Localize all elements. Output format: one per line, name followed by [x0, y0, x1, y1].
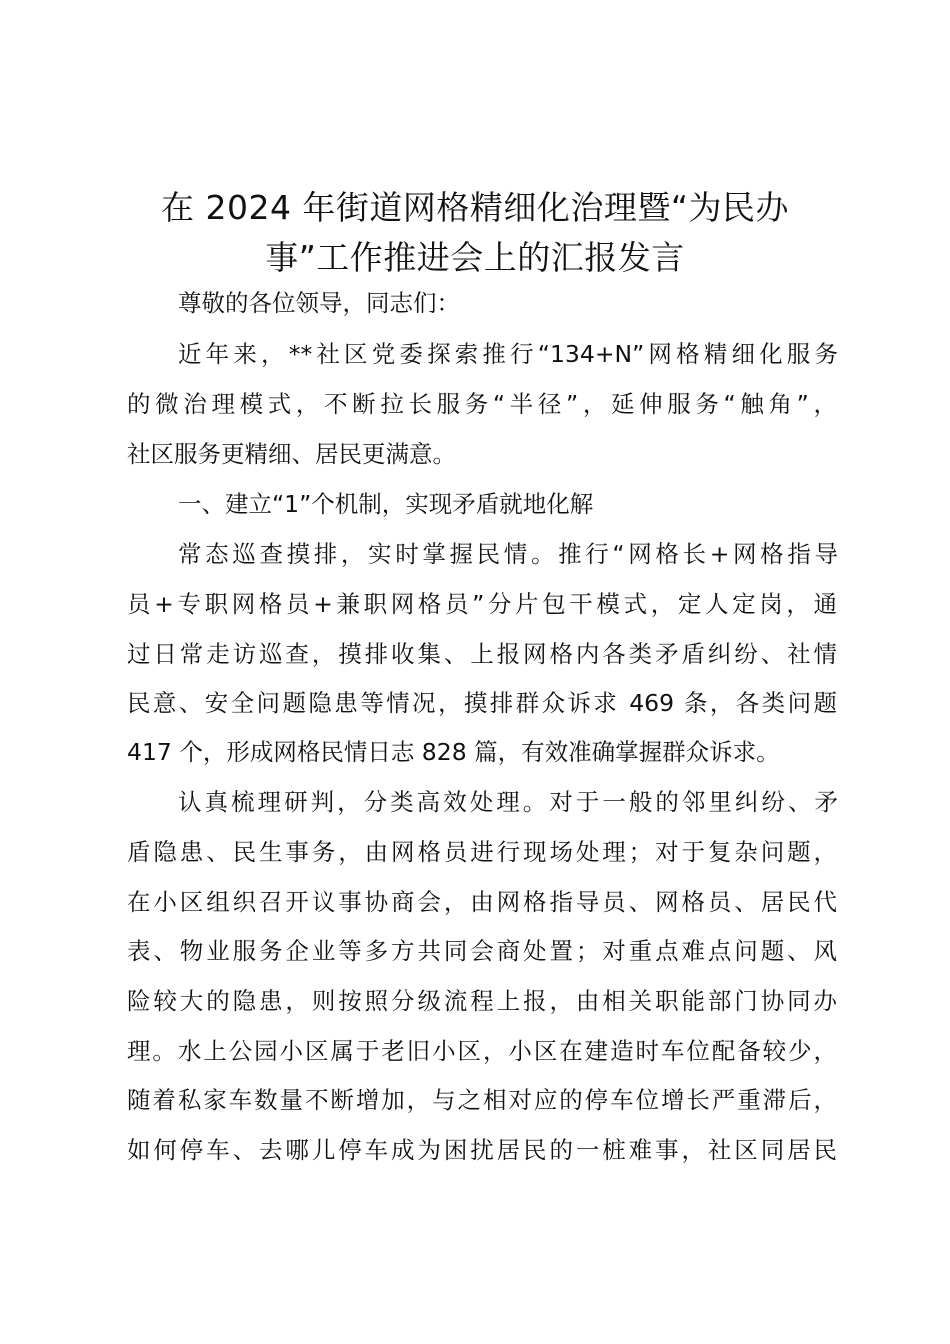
- title-line-2: 事”工作推进会上的汇报发言: [265, 238, 685, 277]
- body-line: 417 个，形成网格民情日志 828 篇，有效准确掌握群众诉求。: [127, 738, 780, 766]
- document-title: [100, 183, 850, 283]
- body-line: 社区服务更精细、居民更满意。: [127, 440, 456, 468]
- body-line: 员+专职网格员+兼职网格员”分片包干模式，定人定岗，通: [127, 590, 837, 618]
- title-line-1: 在 2024 年街道网格精细化治理暨“为民办: [160, 188, 790, 227]
- salutation: 尊敬的各位领导，同志们：: [178, 289, 460, 317]
- body-line: 险较大的隐患，则按照分级流程上报，由相关职能部门协同办: [127, 987, 837, 1015]
- body-line: 盾隐患、民生事务，由网格员进行现场处理；对于复杂问题，: [127, 838, 837, 866]
- body-line: 随着私家车数量不断增加，与之相对应的停车位增长严重滞后，: [127, 1086, 837, 1114]
- body-line: 认真梳理研判，分类高效处理。对于一般的邻里纠纷、矛: [178, 788, 838, 816]
- body-line: 近年来，**社区党委探索推行“134+N”网格精细化服务: [178, 340, 838, 368]
- body-line: 表、物业服务企业等多方共同会商处置；对重点难点问题、风: [127, 937, 837, 965]
- body-line: 过日常走访巡查，摸排收集、上报网格内各类矛盾纠纷、社情: [127, 640, 837, 668]
- body-line: 理。水上公园小区属于老旧小区，小区在建造时车位配备较少，: [127, 1037, 837, 1065]
- body-line: 的微治理模式，不断拉长服务“半径”，延伸服务“触角”，: [127, 390, 837, 418]
- body-line: 民意、安全问题隐患等情况，摸排群众诉求 469 条，各类问题: [127, 689, 837, 717]
- body-line: 常态巡查摸排，实时掌握民情。推行“网格长+网格指导: [178, 540, 838, 568]
- body-line: 在小区组织召开议事协商会，由网格指导员、网格员、居民代: [127, 888, 837, 916]
- section-heading: 一、建立“1”个机制，实现矛盾就地化解: [178, 490, 594, 518]
- body-line: 如何停车、去哪儿停车成为困扰居民的一桩难事，社区同居民: [127, 1136, 837, 1164]
